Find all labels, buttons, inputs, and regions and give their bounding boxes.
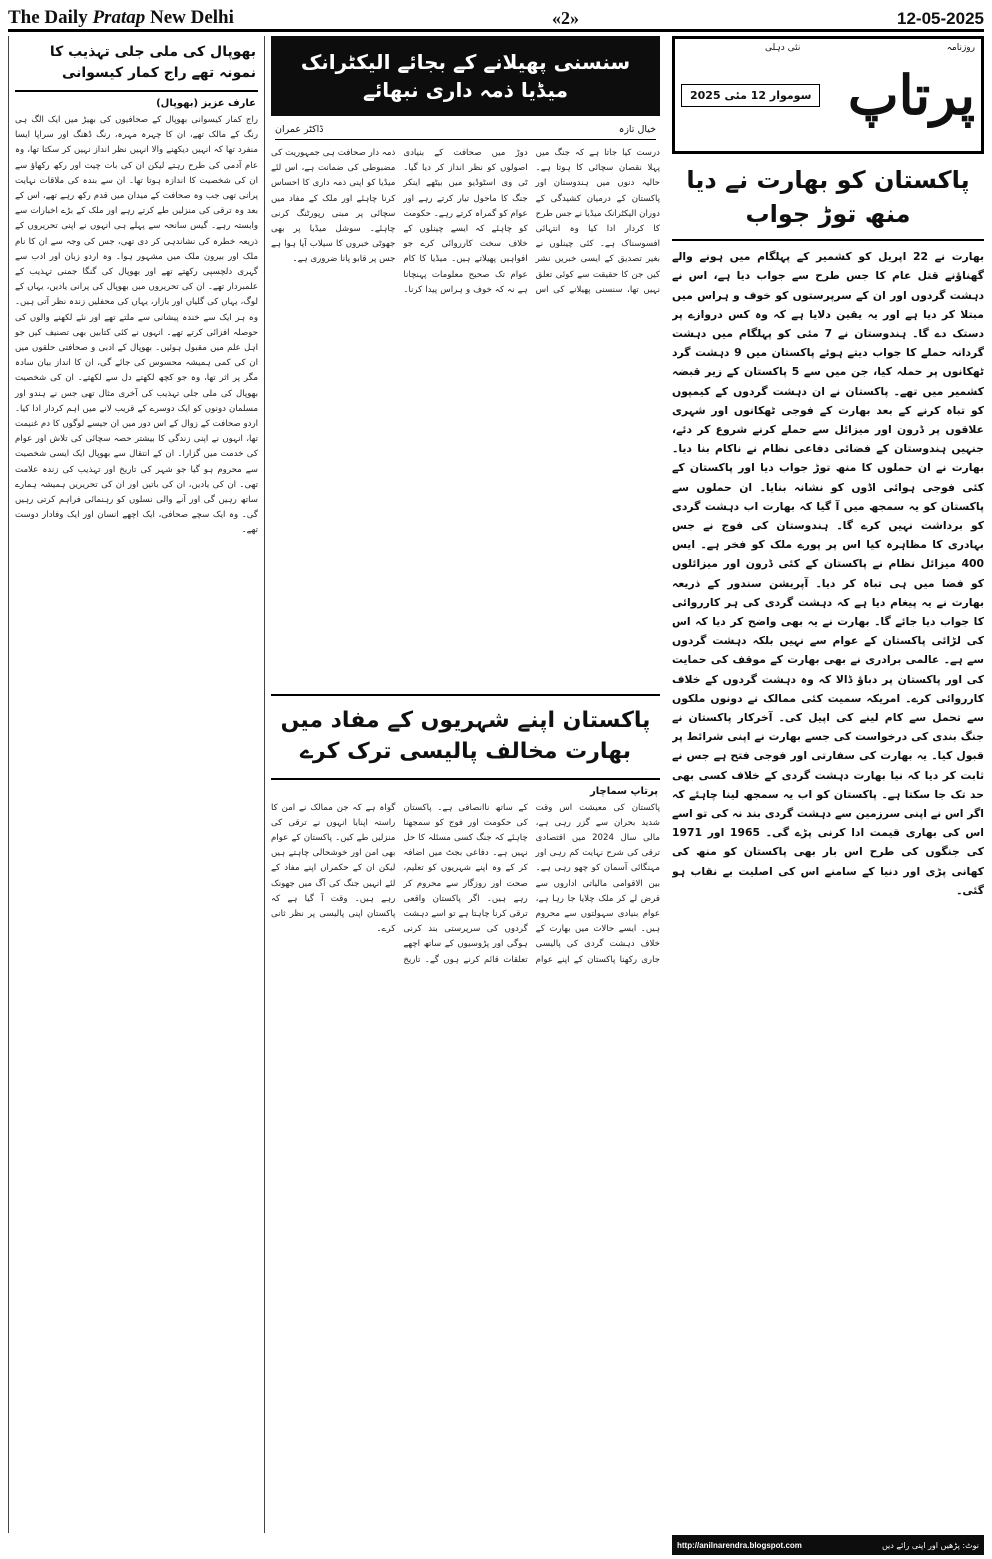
- page-number: «2»: [551, 8, 579, 28]
- middle-column: [264, 36, 666, 1533]
- pakistan-policy-body: پاکستان کی معیشت اس وقت شدید بحران سے گزر رہی ہے، مالی سال 2024 میں اقتصادی ترقی کی شرح نہایت کم رہی اور مہنگائی آسمان کو چھو رہی ہے۔ بین الاقوامی مالیاتی اداروں سے قرض لے کر ملک چلایا جا رہا ہے، عوام بنیادی سہولتوں سے محروم ہیں۔ ایسے حالات میں بھارت کے خلاف دہشت گردی کی پالیسی جاری رکھنا پاکستان کے اپنے عوام کے ساتھ ناانصافی ہے۔ پاکستان کی حکومت اور فوج کو سمجھنا چاہئے کہ جنگ کسی مسئلہ کا حل نہیں ہے۔ دفاعی بجٹ میں اضافہ کر کے وہ اپنے شہریوں کو تعلیم، صحت اور روزگار سے محروم کر رہے ہیں۔ اگر پاکستان واقعی ترقی کرنا چاہتا ہے تو اسے دہشت گردوں کی سرپرستی بند کرنی ہوگی اور پڑوسیوں کے ساتھ اچھے تعلقات قائم کرنے ہوں گے۔ تاریخ گواہ ہے کہ جن ممالک نے امن کا راستہ اپنایا انہوں نے ترقی کی منزلیں طے کیں۔ پاکستان کے عوام بھی امن اور خوشحالی چاہتے ہیں لیکن ان کے حکمراں اپنے مفاد کے لئے انہیں جنگ کی آگ میں جھونک رہے ہیں۔ وقت آ گیا ہے کہ پاکستان اپنی پالیسی پر نظر ثانی کرے۔: [271, 802, 660, 965]
- masthead-logo: پرتاپ: [847, 63, 975, 127]
- main-article-body: بھارت نے 22 اپریل کو کشمیر کے پہلگام میں ہونے والے گھناؤنے قتل عام کا جس طرح سے جواب دیا ہے، اس نے دہشت گردوں اور ان کے سرپرستوں کو خوف و ہراس میں مبتلا کر دیا ہے اور یہ یقین دلایا ہے کہ وہ کس دروازے پر دستک دے گا۔ ہندوستان نے 7 مئی کو پہلگام میں دہشت گردانہ حملے کا جواب دیتے ہوئے پاکستان میں 9 دہشت گرد ٹھکانوں پر حملہ کیا، جن میں سے 5 پاکستان کے زیر قبضہ کشمیر میں تھے۔ پاکستان نے ان دہشت گردوں کے کیمپوں کو تباہ کرنے کے بعد بھارت کے فوجی ٹھکانوں اور شہری علاقوں پر ڈرون اور میزائل سے حملے کرنے شروع کر دئے، جنہیں ہندوستان کے فضائی دفاعی نظام نے ناکام بنا دیا۔ بھارت نے ان حملوں کا منھ توڑ جواب دیا اور پاکستان کے کئی فوجی ہوائی اڈوں کو نشانہ بنایا۔ ان حملوں سے پاکستان کو یہ سمجھ میں آ گیا کہ بھارت اب دہشت گردی کو برداشت نہیں کرے گا۔ ہندوستان کی فوج نے جس بہادری کا مظاہرہ کیا اس پر پورے ملک کو فخر ہے۔ ایس 400 میزائل نظام نے پاکستان کے کئی ڈرون اور میزائلوں کو فضا میں ہی تباہ کر دیا۔ آپریشن سندور کے ذریعہ بھارت نے یہ پیغام دیا ہے کہ دہشت گردی کی ہر کارروائی کا جواب دیا جائے گا۔ بھارت نے یہ بھی واضح کر دیا کہ اس کی لڑائی پاکستان کے عوام سے نہیں بلکہ دہشت گردوں سے ہے۔ عالمی برادری نے بھی بھارت کے موقف کی حمایت کی اور پاکستان پر دباؤ ڈالا کہ وہ دہشت گردوں کے خلاف کارروائی کرے۔ امریکہ سمیت کئی ممالک نے دونوں ملکوں سے تحمل سے کام لینے کی اپیل کی۔ آخرکار پاکستان نے جنگ بندی کی درخواست کی جسے بھارت نے اپنی شرائط پر قبول کیا۔ یہ بھارت کی سفارتی اور فوجی فتح ہے جس نے ثابت کر دیا کہ نیا بھارت دہشت گردی کے خلاف کسی بھی حد تک جا سکتا ہے۔ پاکستان کو اب یہ سمجھ لینا چاہئے کہ اگر اس نے اپنی سرزمین سے دہشت گردی بند نہ کی تو اسے اس کی بھاری قیمت ادا کرنی پڑے گی۔ 1965 اور 1971 کی جنگوں کی طرح اس بار بھی پاکستان کو منھ کی کھانی پڑی اور دنیا کے سامنے اس کی اصلیت بے نقاب ہو گئی۔: [672, 250, 984, 897]
- footer-note: نوٹ: پڑھیں اور اپنی رائے دیں: [881, 1540, 979, 1550]
- paper-name: [8, 7, 234, 29]
- footer-bar: [672, 1535, 984, 1555]
- media-article-label: خیال تازہ: [618, 124, 656, 135]
- masthead-tag: روزنامہ: [946, 43, 975, 53]
- issue-date: 12-05-2025: [897, 9, 984, 28]
- left-article-title: بھوپال کی ملی جلی تہذیب کا نمونہ تھے راج کمار کیسوانی: [15, 36, 258, 92]
- media-article-body: درست کیا جاتا ہے کہ جنگ میں پہلا نقصان سچائی کا ہوتا ہے۔ حالیہ دنوں میں ہندوستان اور پاکستان کے درمیان کشیدگی کے دوران الیکٹرانک میڈیا نے جس طرح کا کردار ادا کیا وہ انتہائی افسوسناک ہے۔ کئی چینلوں نے بغیر تصدیق کے ایسی خبریں نشر کیں جن کا حقیقت سے کوئی تعلق نہیں تھا، سنسنی پھیلانے کی اس دوڑ میں صحافت کے بنیادی اصولوں کو نظر انداز کر دیا گیا۔ ٹی وی اسٹوڈیو میں بیٹھے اینکر جنگ کا ماحول تیار کرتے رہے اور عوام کو گمراہ کرتے رہے۔ حکومت کو چاہئے کہ ایسے چینلوں کے خلاف سخت کارروائی کرے جو افواہیں پھیلاتے ہیں۔ میڈیا کا کام عوام تک صحیح معلومات پہنچانا ہے نہ کہ خوف و ہراس پیدا کرنا۔ ذمہ دار صحافت ہی جمہوریت کی مضبوطی کی ضمانت ہے، اس لئے میڈیا کو اپنی ذمہ داری کا احساس کرنا چاہئے اور ملک کے مفاد میں سچائی پر مبنی رپورٹنگ کرنی چاہئے۔ سوشل میڈیا پر بھی جھوٹی خبروں کا سیلاب آیا ہوا ہے جس پر قابو پانا ضروری ہے۔: [271, 148, 660, 295]
- main-column: [672, 36, 984, 1533]
- pakistan-policy-label: پرتاپ سماچار: [589, 785, 658, 797]
- pakistan-policy-title: پاکستان اپنے شہریوں کے مفاد میں بھارت مخالف پالیسی ترک کرے: [271, 694, 660, 780]
- masthead-tag-city: نئی دہلی: [765, 43, 801, 53]
- paper-city: New Delhi: [145, 7, 234, 28]
- main-article-title: پاکستان کو بھارت نے دیا منھ توڑ جواب: [672, 154, 984, 241]
- media-article-subline: [275, 124, 656, 140]
- media-article-author: ڈاکٹر عمران: [275, 124, 324, 135]
- masthead-dateline: سوموار 12 مئی 2025: [681, 84, 820, 107]
- left-article: [8, 36, 258, 1533]
- footer-url[interactable]: http://anilnarendra.blogspot.com: [677, 1540, 802, 1550]
- paper-name-prefix: The Daily: [8, 7, 93, 28]
- paper-name-italic: Pratap: [92, 7, 146, 28]
- left-article-body: راج کمار کیسوانی بھوپال کے صحافیوں کی بھیڑ میں ایک الگ ہی رنگ کے مالک تھے، ان کا چہرہ مہرہ، رنگ ڈھنگ اور سراپا ایسا منفرد تھا کہ انہیں دیکھنے والا انہیں نظر انداز نہیں کر سکتا تھا، وہ عام آدمی کی طرح رہتے لیکن ان کی بات چیت اور رکھ رکھاؤ سے ان کی شخصیت کا اندازہ ہوتا تھا۔ ان سے بندہ کی ملاقات نہایت پرانی تھی جب وہ صحافت کے میدان میں قدم رکھ رہے تھے، اس کے بعد وہ ترقی کی منزلیں طے کرتے رہے اور ملک کے بڑے اخبارات سے وابستہ رہے۔ گیس سانحہ سے پہلے ہی انہوں نے اپنی تحریروں کے ذریعہ خطرہ کی نشاندہی کر دی تھی، جس کی وجہ سے ان کا نام ملک اور بیرون ملک میں مشہور ہوا۔ وہ اردو زبان اور ادب سے گہری دلچسپی رکھتے تھے اور بھوپال کی گنگا جمنی تہذیب کے علمبردار تھے۔ ان کی تحریروں میں بھوپال کی پرانی یادیں، یہاں کے لوگ، یہاں کی گلیاں اور بازار، یہاں کی محفلیں زندہ نظر آتی ہیں۔ وہ ہر ایک سے خندہ پیشانی سے ملتے تھے اور نئے لکھنے والوں کی حوصلہ افزائی کرتے تھے۔ انہوں نے کئی کتابیں بھی تصنیف کیں جو اہل علم میں مقبول ہوئیں۔ بھوپال کے ادبی و صحافتی حلقوں میں ان کی کمی ہمیشہ محسوس کی جائے گی، ان کا انداز بیان سادہ مگر پر اثر تھا، وہ جو کچھ لکھتے دل سے لکھتے۔ ان کی شخصیت بھوپال کی ملی جلی تہذیب کی آخری مثال تھی جس نے ہندو اور مسلمان دونوں کو ایک دوسرے کے قریب لانے میں اہم کردار ادا کیا۔ اردو صحافت کے زوال کے اس دور میں ان جیسے لوگوں کا دم غنیمت تھا، انہوں نے اپنی زندگی کا بیشتر حصہ سچائی کی تلاش اور عوام کی خدمت میں گزارا۔ ان کے انتقال سے بھوپال ایک ایسی شخصیت سے محروم ہو گیا جو شہر کی تاریخ اور تہذیب کی زندہ علامت تھی۔ ان کی یادیں، ان کی باتیں اور ان کی تحریریں ہمیشہ ہمارے ساتھ رہیں گی اور آنے والی نسلوں کو رہنمائی فراہم کرتی رہیں گی۔ وہ ایک سچے صحافی، ایک اچھے انسان اور ایک وفادار دوست تھے۔: [15, 115, 258, 536]
- media-article-title: سنسنی پھیلانے کے بجائے الیکٹرانک میڈیا ذمہ داری نبھائے: [271, 36, 660, 116]
- top-bar: [8, 6, 984, 32]
- masthead: [672, 36, 984, 154]
- left-article-byline: عارف عزیز (بھوپال): [156, 98, 256, 109]
